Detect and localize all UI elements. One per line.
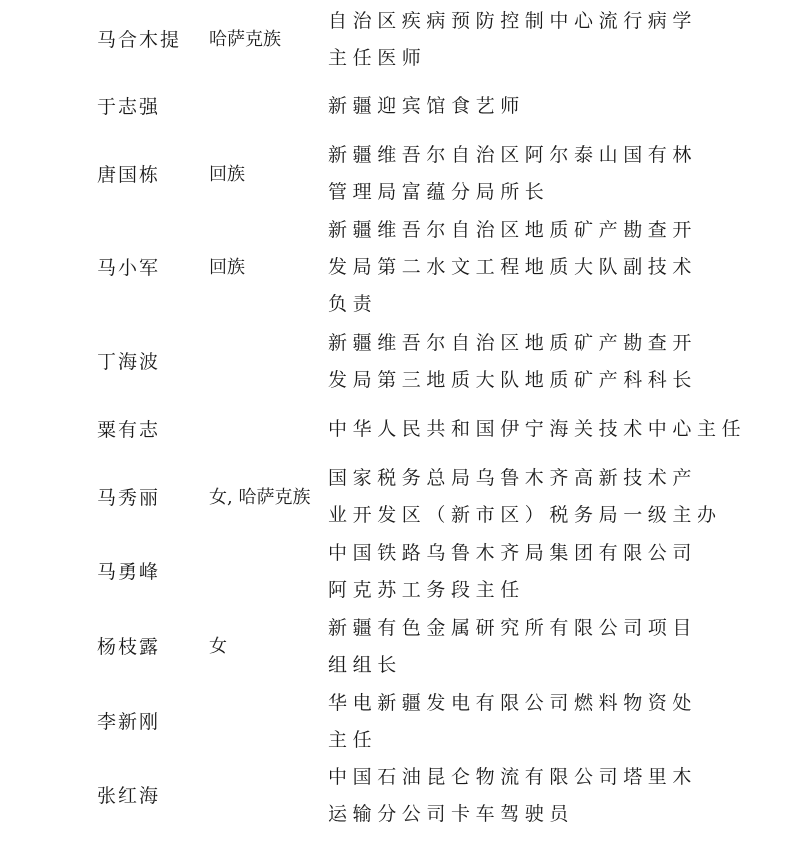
person-name: 马勇峰 [97,561,161,583]
title-line: 国家税务总局乌鲁木齐高新技术产 [328,467,698,489]
person-name: 唐国栋 [97,164,161,186]
person-name: 于志强 [97,96,161,118]
person-name: 马合木提 [97,29,182,51]
person-title [328,212,718,323]
title-line: 主任医师 [328,47,427,69]
person-note: 哈萨克族 [209,29,281,50]
title-line: 阿克苏工务段主任 [328,579,525,601]
title-line: 发局第三地质大队地质矿产科科长 [328,369,698,391]
title-line: 新疆有色金属研究所有限公司项目 [328,617,698,639]
person-title [328,610,718,684]
person-title [328,325,718,399]
person-note: 女 [209,636,227,657]
person-name: 丁海波 [97,351,161,373]
person-title [328,88,718,125]
person-title [328,460,722,534]
person-title [328,685,718,759]
title-line: 组组长 [328,654,402,676]
person-name: 李新刚 [97,711,161,733]
title-line: 新疆维吾尔自治区地质矿产勘查开 [328,332,698,354]
person-name: 马小军 [97,257,161,279]
person-note: 女, 哈萨克族 [209,487,311,508]
title-line: 新疆维吾尔自治区阿尔泰山国有林 [328,144,698,166]
title-line: 中国铁路乌鲁木齐局集团有限公司 [328,542,698,564]
person-title [328,137,718,211]
person-name: 马秀丽 [97,487,161,509]
person-name: 张红海 [97,785,161,807]
title-line: 负责 [328,293,378,315]
title-line: 主任 [328,729,378,751]
title-line: 自治区疾病预防控制中心流行病学 [328,10,698,32]
title-line: 运输分公司卡车驾驶员 [328,803,575,825]
title-line: 华电新疆发电有限公司燃料物资处 [328,692,698,714]
title-line: 中华人民共和国伊宁海关技术中心主任 [328,418,747,440]
person-name: 粟有志 [97,419,161,441]
person-title [328,535,718,609]
title-line: 发局第二水文工程地质大队副技术 [328,256,698,278]
person-title [328,411,747,448]
person-name: 杨枝露 [97,636,161,658]
title-line: 新疆维吾尔自治区地质矿产勘查开 [328,219,698,241]
title-line: 业开发区（新市区）税务局一级主办 [328,504,722,526]
title-line: 管理局富蕴分局所长 [328,181,550,203]
person-title [328,759,718,833]
title-line: 中国石油昆仑物流有限公司塔里木 [328,766,698,788]
title-line: 新疆迎宾馆食艺师 [328,95,525,117]
person-note: 回族 [209,164,245,185]
person-title [328,3,718,77]
person-note: 回族 [209,257,245,278]
